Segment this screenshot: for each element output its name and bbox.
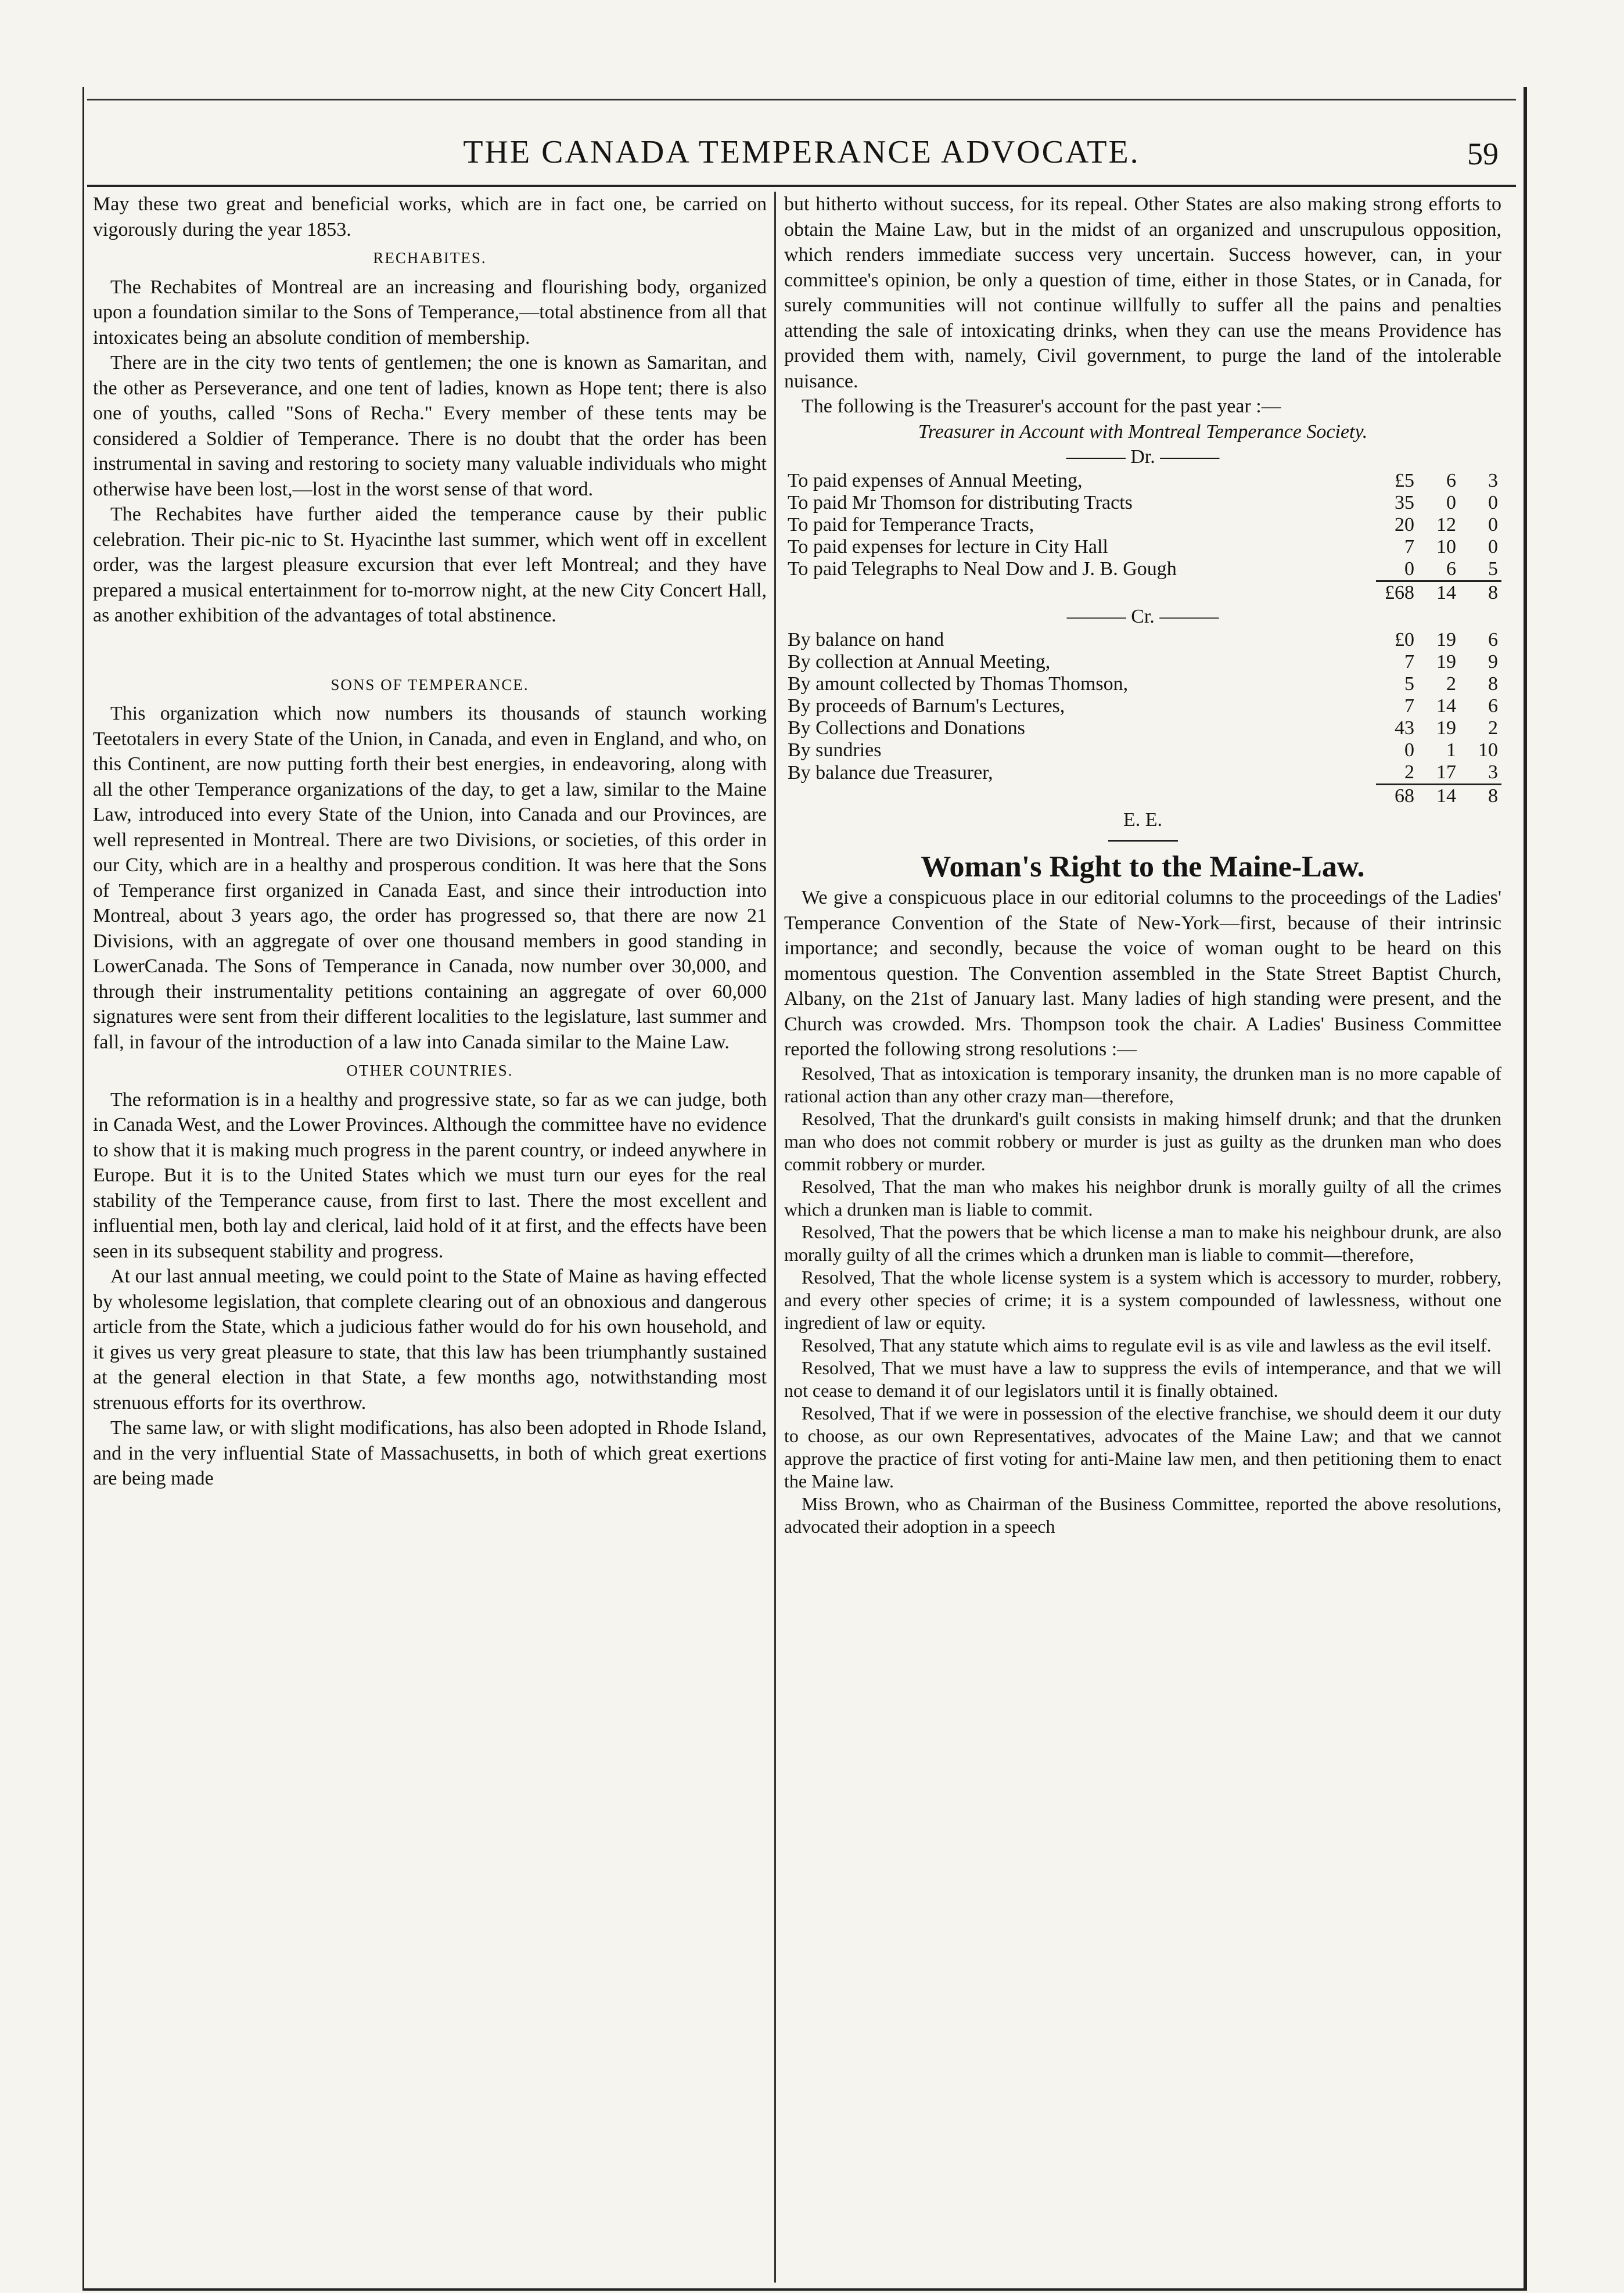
- credit-row: [784, 695, 1501, 717]
- page-header: [87, 128, 1516, 180]
- account-pounds: 0: [1404, 558, 1414, 580]
- debit-row: [784, 514, 1501, 536]
- debit-row: [784, 492, 1501, 514]
- account-pounds: 35: [1395, 491, 1414, 513]
- right-column: [784, 192, 1501, 1538]
- account-shillings: 14: [1436, 695, 1456, 717]
- debit-total-row: [784, 581, 1501, 604]
- account-pence: 0: [1488, 491, 1498, 513]
- account-item: To paid Mr Thomson for distributing Tracts: [788, 491, 1133, 513]
- debit-row: [784, 536, 1501, 558]
- account-pence: 6: [1488, 695, 1498, 717]
- account-total-pounds: £68: [1376, 581, 1418, 604]
- resolution-paragraph: Resolved, That the whole license system is a system which is accessory to murder, robbery, and every other species of crime; it is a system compounded of lawlessness, without one ingredient of law or equity.: [784, 1266, 1501, 1333]
- account-pounds: 20: [1395, 513, 1414, 535]
- account-shillings: 0: [1446, 491, 1456, 513]
- intro-paragraph: May these two great and beneficial works, which are in fact one, be carried on vigorously during the year 1853.: [93, 193, 767, 240]
- account-pence: 2: [1488, 717, 1498, 739]
- rechabites-paragraph: The Rechabites have further aided the temperance cause by their public celebration. Their pic-nic to St. Hyacinthe last summer, which went off in excellent order, was the largest pleasure excursion that ever left Montreal; and they have prepared a musical entertainment for to-morrow night, at the new City Concert Hall, as another exhibition of the advantages of total abstinence.: [93, 504, 767, 626]
- resolution-paragraph: Resolved, That any statute which aims to regulate evil is as vile and lawless as the evil itself.: [802, 1334, 1492, 1356]
- credit-row: [784, 739, 1501, 761]
- account-pounds: 2: [1404, 761, 1414, 783]
- account-total-shillings: 14: [1418, 785, 1460, 808]
- account-shillings: 19: [1436, 629, 1456, 650]
- account-pence: 0: [1488, 513, 1498, 535]
- account-shillings: 6: [1446, 558, 1456, 580]
- header-rule: [87, 185, 1516, 187]
- rechabites-paragraph: There are in the city two tents of gentlemen; the one is known as Samaritan, and the other as Perseverance, and one tent of ladies, known as Hope tent; there is also one of youths, called "Sons of Recha." Every member of these tents may be considered a Soldier of Temperance. There is no doubt that the order has been instrumental in saving and restoring to society many valuable individuals who might otherwise have been lost,—lost in the worst sense of that word.: [93, 352, 767, 500]
- journal-title: THE CANADA TEMPERANCE ADVOCATE.: [463, 134, 1140, 170]
- account-title: Treasurer in Account with Montreal Temperance Society.: [918, 420, 1368, 443]
- resolution-paragraph: Resolved, That we must have a law to suppress the evils of intemperance, and that we will not cease to demand it of our legislators until it is finally obtained.: [784, 1357, 1501, 1401]
- account-total-pence: 8: [1460, 581, 1501, 604]
- account-pence: 3: [1488, 761, 1498, 783]
- account-item: [784, 785, 1376, 808]
- account-pence: 0: [1488, 535, 1498, 558]
- spacer: [93, 628, 767, 669]
- page-number: 59: [1467, 136, 1499, 171]
- resolution-paragraph: Resolved, That if we were in possession of the elective franchise, we should deem it our duty to choose, as our own Representatives, advocates of the Maine Law; and that we cannot approve the practice of first voting for anti-Maine law men, and then petitioning them to enact the Maine law.: [784, 1402, 1501, 1491]
- account-pounds: 7: [1404, 535, 1414, 558]
- debit-table: [784, 470, 1501, 604]
- account-pounds: 43: [1395, 717, 1414, 739]
- other-countries-paragraph: At our last annual meeting, we could point to the State of Maine as having effected by wholesome legislation, that complete clearing out of an obnoxious and dangerous article from the State, which a judicious father would do for his own household, and it gives us very great pleasure to state, that this law has been triumphantly sustained at the general election in that State, a few months ago, notwithstanding most strenuous efforts for its overthrow.: [93, 1266, 767, 1414]
- account-pounds: 0: [1404, 739, 1414, 761]
- credit-total-row: [784, 785, 1501, 808]
- account-shillings: 10: [1436, 535, 1456, 558]
- account-item: By balance due Treasurer,: [788, 761, 993, 783]
- account-shillings: 19: [1436, 651, 1456, 673]
- account-pence: 9: [1488, 651, 1498, 673]
- account-item: To paid expenses for lecture in City Hall: [788, 535, 1108, 558]
- account-pounds: 7: [1404, 651, 1414, 673]
- top-rule: [87, 99, 1516, 100]
- other-countries-heading: OTHER COUNTRIES.: [346, 1062, 513, 1079]
- account-shillings: 6: [1446, 469, 1456, 491]
- resolution-paragraph: Resolved, That the drunkard's guilt consists in making himself drunk; and that the drunken man who does not commit robbery or murder is just as guilty as the drunken man who does commit robbery or murder.: [784, 1108, 1501, 1174]
- account-pence: 8: [1488, 673, 1498, 695]
- account-item: By balance on hand: [788, 629, 944, 650]
- other-countries-paragraph: The same law, or with slight modifications, has also been adopted in Rhode Island, and in the very influential State of Massachusetts, in both of which great exertions are being made: [93, 1417, 767, 1489]
- account-pence: 5: [1488, 558, 1498, 580]
- account-shillings: 12: [1436, 513, 1456, 535]
- credit-row: [784, 717, 1501, 739]
- account-total-shillings: 14: [1418, 581, 1460, 604]
- sons-paragraph: This organization which now numbers its thousands of staunch working Teetotalers in every State of the Union, in Canada, and even in England, and who, on this Continent, are now putting forth their best energies, in endeavoring, along with all the other Temperance organizations of the day, to get a law, similar to the Maine Law, introduced into every State of the Union, into Canada and our Provinces, are well represented in Montreal. There are two Divisions, or societies, of this order in our City, which are in a healthy and prosperous condition. It was here that the Sons of Temperance first organized in Canada East, and since their introduction into Montreal, about 3 years ago, the order has progressed so, that there are now 21 Divisions, with an aggregate of over one thousand members in good standing in LowerCanada. The Sons of Temperance in Canada, now number over 30,000, and through their instrumentality petitions containing an aggregate of over 60,000 signatures were sent from their different localities to the legislature, last summer and fall, in favour of the introduction of a law into Canada similar to the Maine Law.: [93, 703, 767, 1053]
- account-total-pence: 8: [1460, 785, 1501, 808]
- rechabites-paragraph: The Rechabites of Montreal are an increasing and flourishing body, organized upon a foundation similar to the Sons of Temperance,—total abstinence from all that intoxicates being an absolute condition of membership.: [93, 276, 767, 348]
- signature: E. E.: [1123, 809, 1163, 831]
- account-item: By Collections and Donations: [788, 717, 1025, 739]
- account-shillings: 2: [1446, 673, 1456, 695]
- debit-row: [784, 558, 1501, 581]
- debit-row: [784, 470, 1501, 492]
- account-item: To paid Telegraphs to Neal Dow and J. B. Gough: [788, 558, 1177, 580]
- column-divider: [774, 192, 776, 2283]
- account-pounds: £0: [1395, 629, 1414, 650]
- account-shillings: 19: [1436, 717, 1456, 739]
- account-pence: 6: [1488, 629, 1498, 650]
- resolution-paragraph: Resolved, That the man who makes his neighbor drunk is morally guilty of all the crimes which a drunken man is liable to commit.: [784, 1176, 1501, 1220]
- article-paragraph: We give a conspicuous place in our editorial columns to the proceedings of the Ladies' Temperance Convention of the State of New-York—first, because of their intrinsic importance; and secondly, because the voice of woman ought to be heard on this momentous question. The Convention assembled in the State Street Baptist Church, Albany, on the 21st of January last. Many ladies of high standing were present, and the Church was crowded. Mrs. Thompson took the chair. A Ladies' Business Committee reported the following strong resolutions :—: [784, 887, 1501, 1060]
- account-item: [784, 581, 1376, 604]
- resolution-paragraph: Resolved, That as intoxication is temporary insanity, the drunken man is no more capable of rational action than any other crazy man—therefore,: [784, 1062, 1501, 1106]
- account-pounds: 5: [1404, 673, 1414, 695]
- account-pounds: £5: [1395, 469, 1414, 491]
- account-pounds: 7: [1404, 695, 1414, 717]
- credit-row: [784, 761, 1501, 785]
- continuation-paragraph: but hitherto without success, for its repeal. Other States are also making strong efforts to obtain the Maine Law, but in the midst of an organized and unscrupulous opposition, which renders immediate success very uncertain. Success however, can, in your committee's opinion, be only a question of time, either in those States, or in Canada, for surely communities will not continue willfully to suffer all the pains and penalties attending the sale of intoxicating drinks, when they can use the means Providence has provided them with, namely, Civil government, to purge the land of the intolerable nuisance.: [784, 193, 1501, 392]
- account-pence: 3: [1488, 469, 1498, 491]
- account-item: By collection at Annual Meeting,: [788, 651, 1051, 673]
- closing-paragraph: Miss Brown, who as Chairman of the Business Committee, reported the above resolutions, advocated their adoption in a speech: [784, 1493, 1501, 1537]
- section-rule: [1108, 840, 1178, 842]
- account-item: To paid expenses of Annual Meeting,: [788, 469, 1083, 491]
- resolution-paragraph: Resolved, That the powers that be which license a man to make his neighbour drunk, are also morally guilty of all the crimes which a drunken man is liable to commit—therefore,: [784, 1221, 1501, 1265]
- account-item: To paid for Temperance Tracts,: [788, 513, 1034, 535]
- account-total-pounds: 68: [1376, 785, 1418, 808]
- account-item: By amount collected by Thomas Thomson,: [788, 673, 1129, 695]
- article-heading: Woman's Right to the Maine-Law.: [921, 850, 1365, 883]
- credit-row: [784, 629, 1501, 651]
- resolutions-list: [784, 1062, 1501, 1493]
- account-item: By sundries: [788, 739, 882, 761]
- credit-row: [784, 673, 1501, 695]
- other-countries-paragraph: The reformation is in a healthy and progressive state, so far as we can judge, both in Canada West, and the Lower Provinces. Although the committee have no evidence to show that it is making much progress in the parent country, or indeed anywhere in Europe. But it is to the United States which we must turn our eyes for the real stability of the Temperance cause, from first to last. There the most excellent and influential men, both lay and clerical, laid hold of it at first, and the effects have been seen in its subsequent stability and progress.: [93, 1088, 767, 1262]
- credit-label: ——— Cr. ———: [1066, 605, 1219, 627]
- rechabites-heading: RECHABITES.: [373, 249, 487, 267]
- account-shillings: 1: [1446, 739, 1456, 761]
- debit-label: ——— Dr. ———: [1066, 446, 1220, 468]
- account-shillings: 17: [1436, 761, 1456, 783]
- account-item: By proceeds of Barnum's Lectures,: [788, 695, 1065, 717]
- account-pence: 10: [1478, 739, 1498, 761]
- sons-heading: SONS OF TEMPERANCE.: [330, 675, 529, 693]
- treasurer-intro: The following is the Treasurer's account for the past year :—: [802, 396, 1281, 417]
- credit-row: [784, 651, 1501, 673]
- credit-table: [784, 629, 1501, 807]
- left-column: [93, 192, 767, 1491]
